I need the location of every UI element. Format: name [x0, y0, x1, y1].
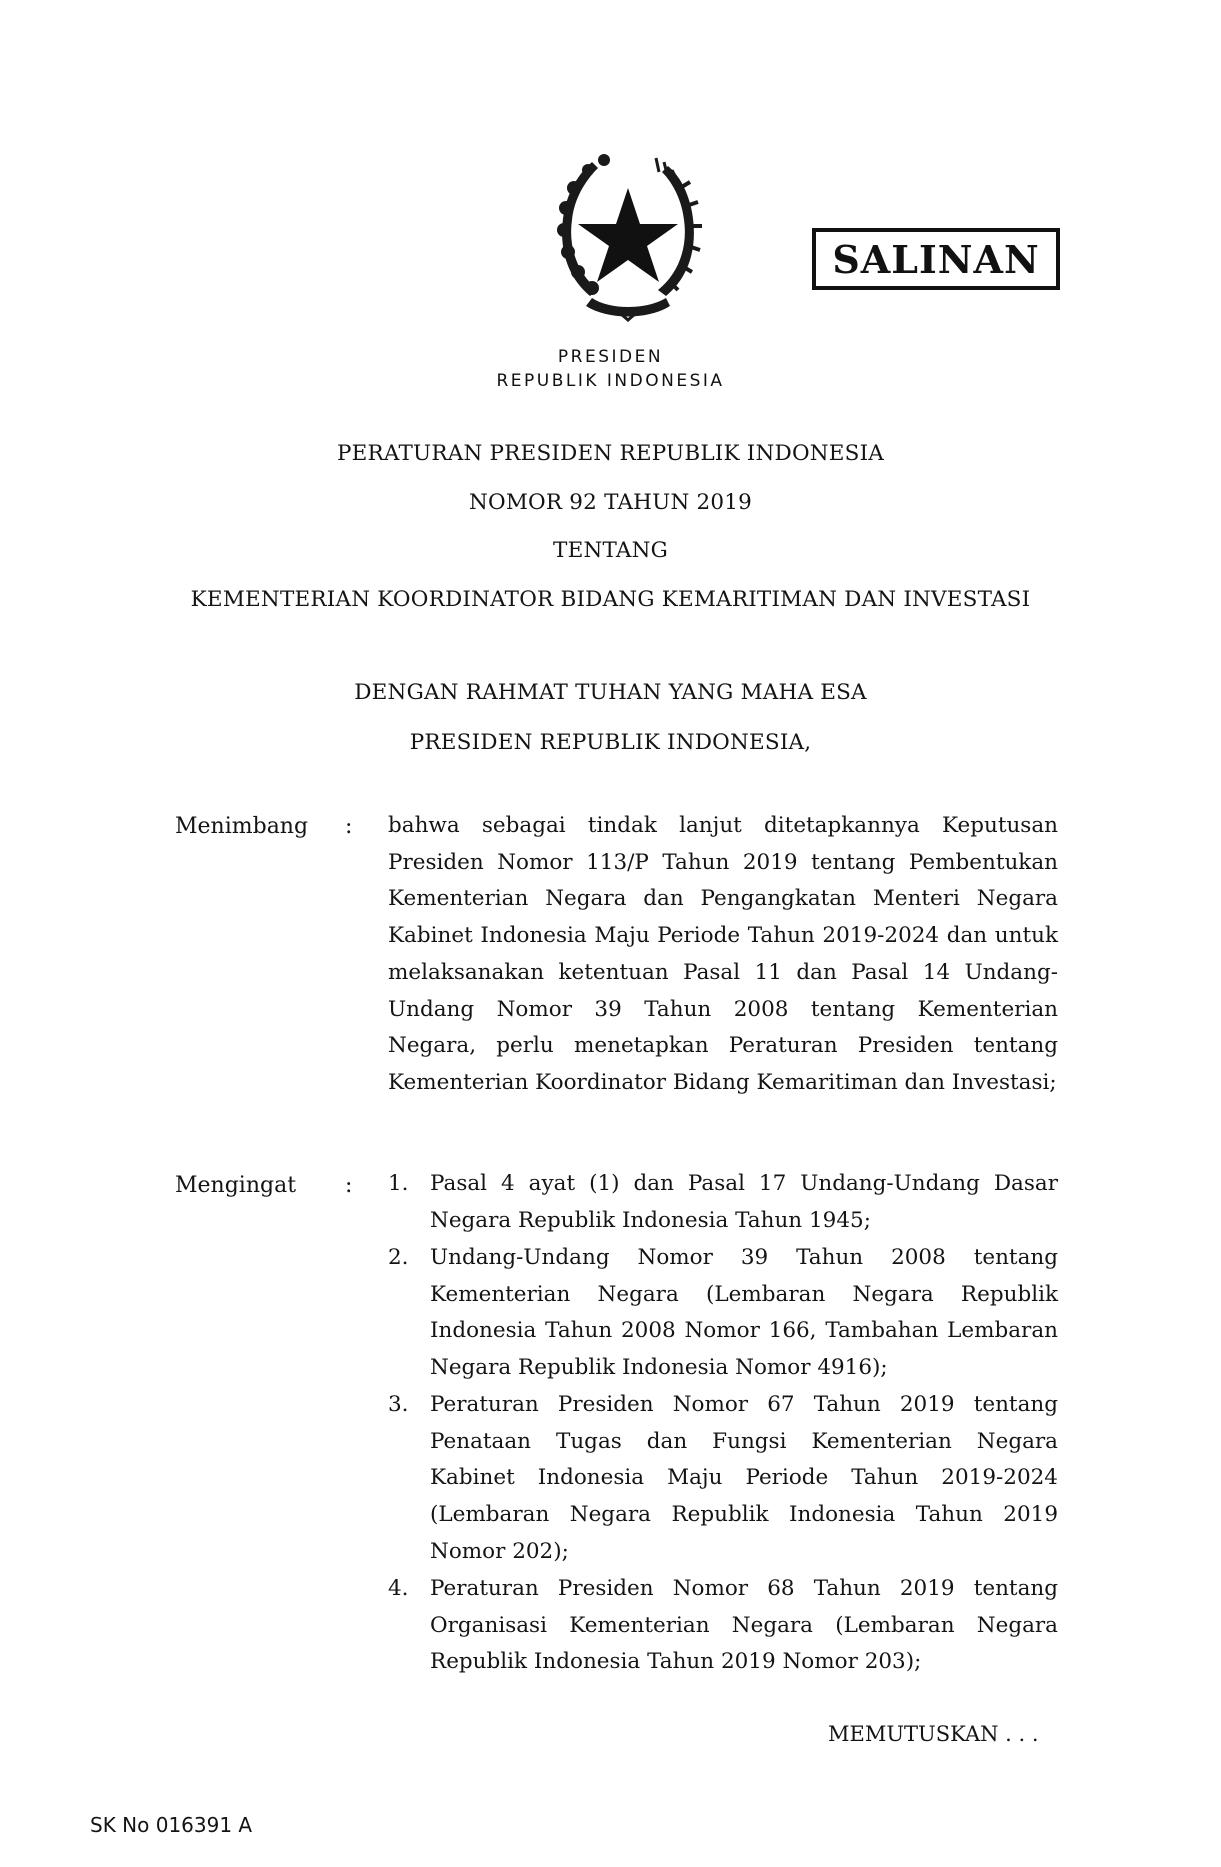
title-line: TENTANG	[553, 538, 668, 563]
emblem-label-line: PRESIDEN	[557, 347, 664, 367]
menimbang-colon: :	[345, 814, 353, 839]
mengingat-item-text: Peraturan Presiden Nomor 67 Tahun 2019 tentang Penataan Tugas dan Fungsi Kementerian Negara Kabinet Indonesia Maju Periode Tahun 2019-2024 (Lembaran Negara Republik Indonesia Tahun 2019 Nomor 202);	[430, 1392, 1058, 1564]
menimbang-text: bahwa sebagai tindak lanjut ditetapkannya Keputusan Presiden Nomor 113/P Tahun 2019 tentang Pembentukan Kementerian Negara dan Pengangkatan Menteri Negara Kabinet Indonesia Maju Periode Tahun 2019-2024 dan untuk melaksanakan ketentuan Pasal 11 dan Pasal 14 Undang-Undang Nomor 39 Tahun 2008 tentang Kementerian Negara, perlu menetapkan Peraturan Presiden tentang Kementerian Koordinator Bidang Kemaritiman dan Investasi;	[388, 813, 1058, 1095]
salinan-stamp	[812, 228, 1060, 290]
preamble-line: PRESIDEN REPUBLIK INDONESIA,	[409, 730, 812, 755]
mengingat-item-text: Undang-Undang Nomor 39 Tahun 2008 tentang Kementerian Negara (Lembaran Negara Republik Indonesia Tahun 2008 Nomor 166, Tambahan Lembaran Negara Republik Indonesia Nomor 4916);	[430, 1245, 1058, 1381]
mengingat-item-number: 4.	[388, 1576, 409, 1601]
title-line: NOMOR 92 TAHUN 2019	[468, 490, 753, 515]
sk-number: SK No 016391 A	[90, 1813, 253, 1837]
mengingat-colon: :	[345, 1173, 353, 1198]
preamble-line: DENGAN RAHMAT TUHAN YANG MAHA ESA	[354, 680, 867, 705]
mengingat-label: Mengingat	[175, 1173, 297, 1198]
title-line: KEMENTERIAN KOORDINATOR BIDANG KEMARITIMAN DAN INVESTASI	[190, 587, 1031, 612]
menimbang-label: Menimbang	[175, 814, 309, 839]
stamp-text: SALINAN	[832, 236, 1040, 282]
mengingat-item-number: 1.	[388, 1171, 409, 1196]
emblem-label	[0, 345, 1221, 393]
continuation-marker: MEMUTUSKAN . . .	[828, 1722, 1039, 1746]
mengingat-item-number: 2.	[388, 1245, 409, 1270]
title-line: PERATURAN PRESIDEN REPUBLIK INDONESIA	[336, 441, 885, 466]
emblem-label-line: REPUBLIK INDONESIA	[496, 371, 725, 391]
mengingat-item-text: Pasal 4 ayat (1) dan Pasal 17 Undang-Undang Dasar Negara Republik Indonesia Tahun 1945;	[430, 1171, 1058, 1233]
presidential-emblem-icon	[548, 148, 708, 328]
mengingat-item-number: 3.	[388, 1392, 409, 1417]
mengingat-item-text: Peraturan Presiden Nomor 68 Tahun 2019 tentang Organisasi Kementerian Negara (Lembaran Negara Republik Indonesia Tahun 2019 Nomor 203);	[430, 1576, 1058, 1675]
